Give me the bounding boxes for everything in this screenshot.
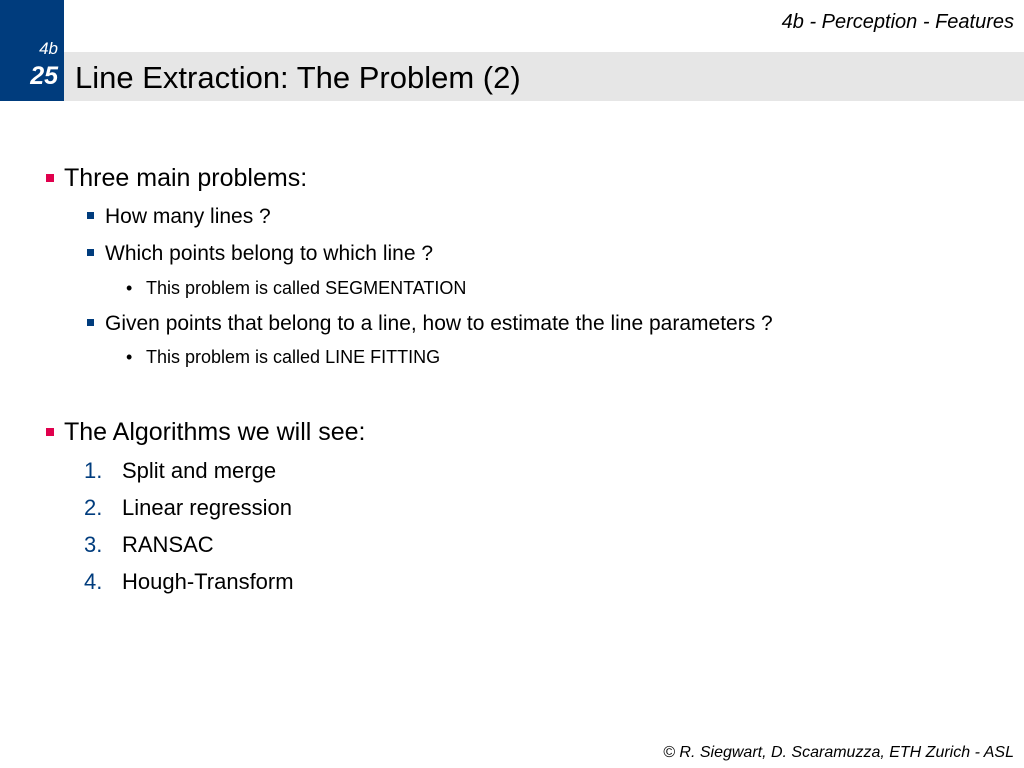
section-heading-algorithms: The Algorithms we will see: xyxy=(64,418,366,446)
copyright-footer: © R. Siegwart, D. Scaramuzza, ETH Zurich - ASL xyxy=(663,744,1014,761)
algorithm-item: Split and merge xyxy=(122,458,277,483)
bullet-dot-icon: • xyxy=(126,278,133,298)
title-band xyxy=(64,52,1024,101)
bullet-dot-icon: • xyxy=(126,347,133,367)
algorithm-item: Hough-Transform xyxy=(122,569,294,594)
list-item: Which points belong to which line ? xyxy=(105,242,434,265)
list-item: Given points that belong to a line, how to estimate the line parameters ? xyxy=(105,312,773,335)
list-item: How many lines ? xyxy=(105,205,271,228)
bullet-square-icon xyxy=(46,428,54,436)
list-number: 1. xyxy=(84,458,103,483)
slide-number: 25 xyxy=(30,62,58,90)
bullet-square-icon xyxy=(46,174,54,182)
list-subitem: This problem is called LINE FITTING xyxy=(146,347,441,367)
slide-number-tab xyxy=(0,0,64,101)
slide-title: Line Extraction: The Problem (2) xyxy=(75,60,521,95)
algorithm-item: Linear regression xyxy=(122,495,292,520)
list-number: 2. xyxy=(84,495,103,520)
bullet-square-icon xyxy=(87,249,94,256)
bullet-square-icon xyxy=(87,212,94,219)
chapter-number: 4b xyxy=(39,39,58,58)
list-subitem: This problem is called SEGMENTATION xyxy=(146,278,467,298)
algorithm-item: RANSAC xyxy=(122,532,214,557)
list-number: 4. xyxy=(84,569,103,594)
list-number: 3. xyxy=(84,532,103,557)
bullet-square-icon xyxy=(87,319,94,326)
section-heading-problems: Three main problems: xyxy=(64,164,308,192)
running-header: 4b - Perception - Features xyxy=(781,11,1014,33)
